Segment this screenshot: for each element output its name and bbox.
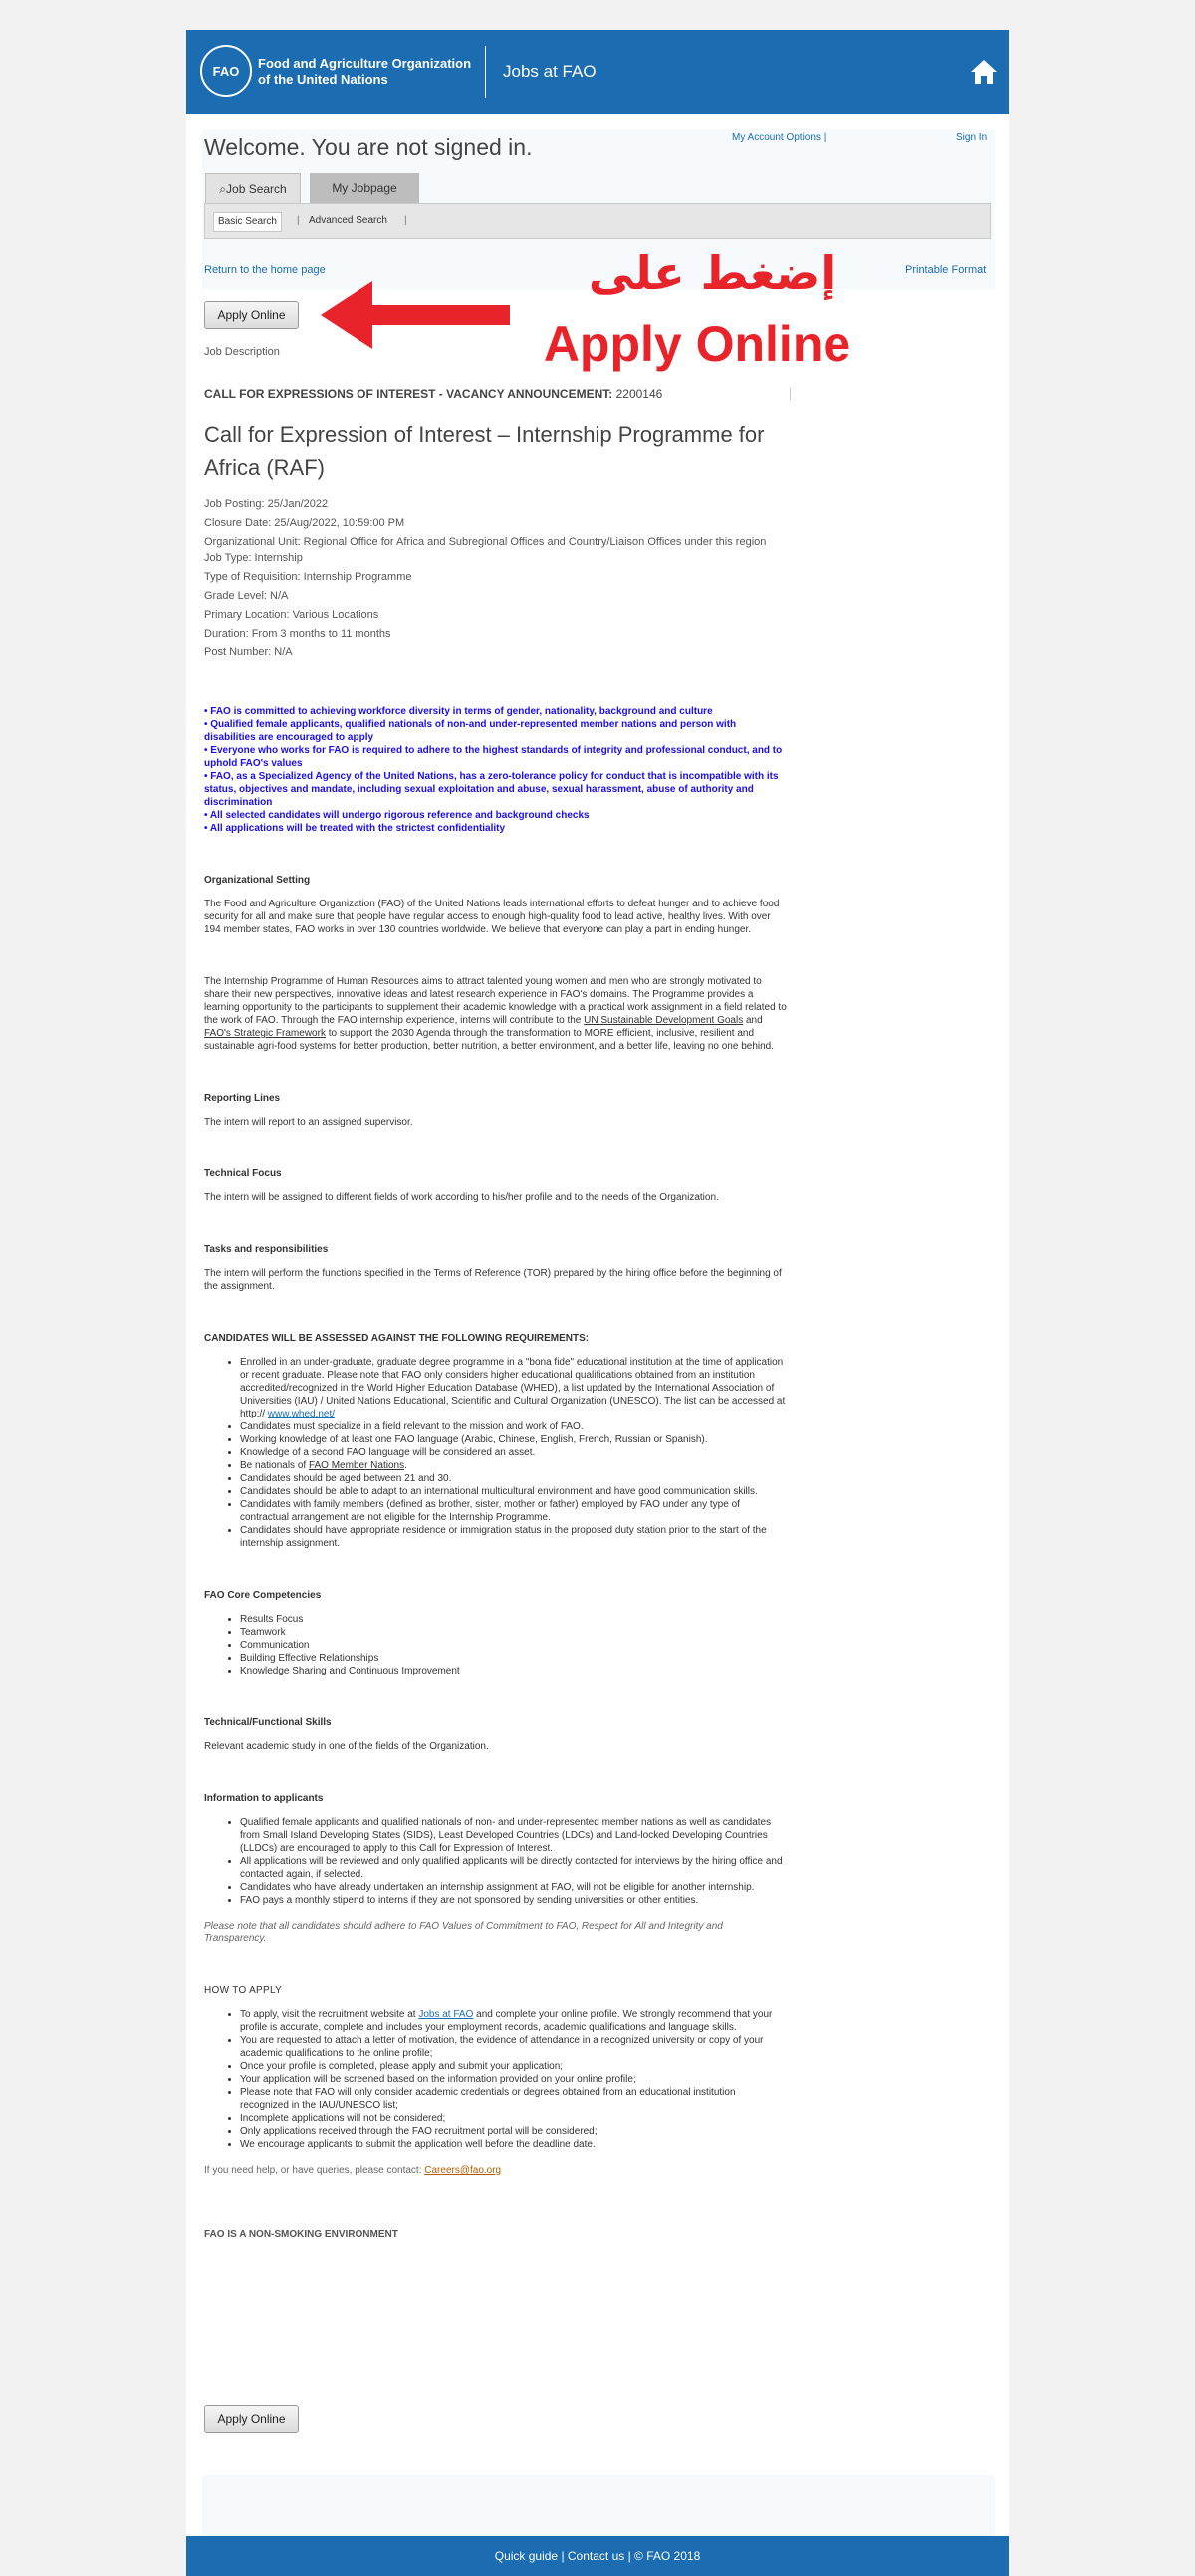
- red-arrow-annotation: [321, 279, 510, 351]
- list-item: [240, 2008, 787, 2034]
- fao-member-nations-link[interactable]: FAO Member Nations: [308, 1460, 405, 1471]
- list-item: • Knowledge Sharing and Continuous Improvement: [240, 1665, 787, 1677]
- notice-item: • FAO, as a Specialized Agency of the United Nations, has a zero-tolerance policy for conduct that is incompatible with its status, objectives and mandate, including sexual exploitation and abuse, sexual harassment, abuse of authority and discrimination: [204, 771, 779, 808]
- reporting-text: The intern will report to an assigned supervisor.: [204, 1117, 413, 1128]
- welcome-message: Welcome. You are not signed in.: [204, 134, 533, 160]
- notice-item: • All applications will be treated with the strictest confidentiality: [204, 823, 506, 834]
- org-setting-p2: [204, 975, 787, 1053]
- list-item: • Candidates who have already undertaken an internship assignment at FAO, will not be eligible for another internship.: [240, 1881, 787, 1894]
- search-subtabs: [204, 203, 991, 239]
- subtab-separator: |: [404, 215, 407, 226]
- technical-focus-text: The intern will be assigned to different fields of work according to his/her profile and to the needs of the Organization.: [204, 1192, 719, 1203]
- job-type: Job Type: Internship: [204, 552, 303, 564]
- site-header: [186, 30, 1009, 114]
- technical-focus-heading: Technical Focus: [204, 1168, 282, 1179]
- tab-job-search-label: Job Search: [226, 182, 287, 196]
- annotation-apply-online: Apply Online: [543, 316, 851, 372]
- fao-logo[interactable]: FAO: [200, 45, 252, 97]
- list-item: • You are requested to attach a letter of motivation, the evidence of attendance in a recognized university or copy of your academic qualifications to the online profile;: [240, 2034, 787, 2060]
- org-name-line2: of the United Nations: [258, 72, 388, 87]
- skills-text: Relevant academic study in one of the fields of the Organization.: [204, 1741, 489, 1752]
- list-item: • Once your profile is completed, please apply and submit your application;: [240, 2060, 787, 2073]
- column-divider: [790, 388, 791, 400]
- job-content: [204, 388, 787, 2241]
- sign-in-link[interactable]: Sign In: [956, 132, 988, 143]
- list-item-text: To apply, visit the recruitment website at: [240, 2009, 419, 2020]
- org-name-line1: Food and Agriculture Organization: [258, 56, 472, 71]
- list-item: • Knowledge of a second FAO language will be considered an asset.: [240, 1446, 787, 1459]
- search-icon: ⌕: [219, 182, 227, 196]
- post-number: Post Number: N/A: [204, 646, 293, 658]
- org-setting-heading: Organizational Setting: [204, 875, 311, 886]
- org-setting-p2-text: to support the 2030 Agenda through the transformation to MORE efficient, inclusive, resilient and sustainable agri-food systems for better production, better nutrition, a better environment, and a better life, leaving no one behind.: [204, 1028, 775, 1052]
- tab-my-jobpage[interactable]: My Jobpage: [310, 173, 419, 203]
- list-item: • Building Effective Relationships: [240, 1652, 787, 1665]
- org-unit: Organizational Unit: Regional Office for Africa and Subregional Offices and Country/Liaison Offices under this region: [204, 536, 767, 548]
- notice-item: • Qualified female applicants, qualified nationals of non-and under-represented member nations and person with disabilities are encouraged to apply: [204, 719, 737, 743]
- requirements-list: [204, 1356, 787, 1550]
- list-item: • We encourage applicants to submit the application well before the deadline date.: [240, 2138, 787, 2151]
- non-smoking-notice: FAO IS A NON-SMOKING ENVIRONMENT: [204, 2229, 398, 2240]
- site-name[interactable]: Jobs at FAO: [503, 62, 597, 81]
- requirements-heading: CANDIDATES WILL BE ASSESSED AGAINST THE FOLLOWING REQUIREMENTS:: [204, 1333, 590, 1344]
- how-to-apply-heading: HOW TO APPLY: [204, 1985, 283, 1996]
- job-meta: [204, 498, 787, 659]
- org-setting-p2-text: and: [743, 1015, 763, 1026]
- job-description-label: Job Description: [204, 346, 280, 358]
- list-item: • FAO pays a monthly stipend to interns if they are not sponsored by sending universities or other entities.: [240, 1894, 787, 1907]
- header-divider: [485, 46, 486, 98]
- list-item: • Candidates should be aged between 21 and 30.: [240, 1472, 787, 1485]
- list-item: [240, 1459, 787, 1472]
- list-item: • Working knowledge of at least one FAO language (Arabic, Chinese, English, French, Russian or Spanish).: [240, 1433, 787, 1446]
- list-item: • All applications will be reviewed and only qualified applicants will be directly contacted for interviews by the hiring office and contacted again, if selected.: [240, 1855, 787, 1881]
- values-note: Please note that all candidates should adhere to FAO Values of Commitment to FAO, Respect for All and Integrity and Transparency.: [204, 1921, 723, 1944]
- contact-line: [204, 2164, 787, 2177]
- list-item-text: Be nationals of: [240, 1460, 309, 1471]
- return-home-link[interactable]: Return to the home page: [204, 264, 326, 276]
- contact-text: If you need help, or have queries, please contact:: [204, 2165, 425, 2176]
- requisition-type: Type of Requisition: Internship Programme: [204, 571, 412, 583]
- annotation-arabic: إضغط على: [588, 246, 836, 300]
- job-posting: Job Posting: 25/Jan/2022: [204, 498, 329, 510]
- careers-email-link[interactable]: Careers@fao.org: [424, 2165, 502, 2176]
- skills-heading: Technical/Functional Skills: [204, 1717, 332, 1728]
- notice-item: • FAO is committed to achieving workforce diversity in terms of gender, nationality, background and culture: [204, 706, 713, 717]
- list-item: • Candidates with family members (defined as brother, sister, mother or father) employed by FAO under any type of contractual arrangement are not eligible for the Internship Programme.: [240, 1498, 787, 1524]
- list-item: [240, 1356, 787, 1420]
- list-item: • Candidates should have appropriate residence or immigration status in the proposed duty station prior to the start of the internship assignment.: [240, 1524, 787, 1550]
- advanced-search-tab[interactable]: Advanced Search: [309, 215, 387, 226]
- vacancy-number: 2200146: [615, 387, 663, 401]
- primary-location: Primary Location: Various Locations: [204, 609, 379, 621]
- org-setting-p1: The Food and Agriculture Organization (FAO) of the United Nations leads international efforts to defeat hunger and to achieve food security for all and make sure that people have regular access to enough high-quality food to lead active, healthy lives. With over 194 member states, FAO works in over 130 countries worldwide. We believe that everyone can play a part in ending hunger.: [204, 899, 780, 935]
- list-item: • Results Focus: [240, 1613, 787, 1626]
- grade-level: Grade Level: N/A: [204, 590, 289, 602]
- tasks-heading: Tasks and responsibilities: [204, 1244, 329, 1255]
- list-item-text: Enrolled in an under-graduate, graduate degree programme in a "bona fide" educational institution at the time of application or recent graduate. Please note that FAO only considers higher educational qualifications obtained from an institution accredited/recognized in the World Higher Education Database (WHED), a list updated by the International Association of Universities (IAU) / United Nations Educational, Scientific and Cultural Organization (UNESCO). The list can be accessed at http://: [240, 1357, 786, 1419]
- un-sdg-link[interactable]: UN Sustainable Development Goals: [584, 1015, 744, 1026]
- list-item: • Only applications received through the FAO recruitment portal will be considered;: [240, 2125, 787, 2138]
- list-item: • Candidates should be able to adapt to an international multicultural environment and have good communication skills.: [240, 1485, 787, 1498]
- info-heading: Information to applicants: [204, 1793, 324, 1804]
- list-item: • Your application will be screened based on the information provided on your online profile;: [240, 2073, 787, 2086]
- vacancy-label: CALL FOR EXPRESSIONS OF INTEREST - VACANCY ANNOUNCEMENT:: [204, 387, 613, 401]
- list-item: • Please note that FAO will only consider academic credentials or degrees obtained from an educational institution recognized in the IAU/UNESCO list;: [240, 2086, 787, 2112]
- printable-format-link[interactable]: Printable Format: [905, 264, 987, 276]
- list-item: • Teamwork: [240, 1626, 787, 1639]
- info-list: [204, 1816, 787, 1907]
- list-item-text: and complete your online profile. We strongly recommend that your profile is accurate, complete and includes your employment records, academic qualifications and language skills.: [240, 2009, 773, 2033]
- vacancy-announcement: [204, 388, 787, 401]
- notice-item: • All selected candidates will undergo rigorous reference and background checks: [204, 810, 590, 821]
- duration: Duration: From 3 months to 11 months: [204, 628, 391, 640]
- bottom-panel: [202, 2475, 995, 2545]
- list-item: • Incomplete applications will not be considered;: [240, 2112, 787, 2125]
- list-item: • Qualified female applicants and qualified nationals of non- and under-represented member nations as well as candidates from Small Island Developing States (SIDS), Least Developed Countries (LDCs) and Land-locked Developing Countries (LLDCs) are encouraged to apply to this Call for Expression of Interest.: [240, 1816, 787, 1855]
- job-title: Call for Expression of Interest – Internship Programme for Africa (RAF): [204, 422, 765, 480]
- how-to-apply-list: [204, 2008, 787, 2151]
- my-account-options-link[interactable]: My Account Options |: [732, 132, 827, 143]
- fao-strategic-framework-link[interactable]: FAO's Strategic Framework: [204, 1028, 326, 1039]
- apply-online-button[interactable]: Apply Online: [204, 301, 299, 329]
- list-item-text: .: [404, 1460, 407, 1471]
- home-icon[interactable]: [969, 58, 999, 86]
- subtab-separator: |: [297, 215, 300, 226]
- org-setting-p2-text: The Internship Programme of Human Resources aims to attract talented young women and men who are strongly motivated to share their new perspectives, innovative ideas and latest research experience in FAO's domains. The Programme provides a learning opportunity to the participants to supplement their academic knowledge with a practical work assignment in a field related to the work of FAO. Through the FAO internship experience, interns will contribute to the: [204, 976, 787, 1026]
- tab-job-search[interactable]: [205, 173, 301, 203]
- apply-online-button-bottom[interactable]: Apply Online: [204, 2405, 299, 2433]
- jobs-at-fao-link[interactable]: Jobs at FAO: [418, 2009, 474, 2020]
- diversity-notices: [204, 705, 787, 835]
- closure-date: Closure Date: 25/Aug/2022, 10:59:00 PM: [204, 517, 405, 529]
- site-footer[interactable]: Quick guide | Contact us | © FAO 2018: [186, 2536, 1009, 2576]
- competencies-list: [204, 1613, 787, 1677]
- list-item: • Candidates must specialize in a field relevant to the mission and work of FAO.: [240, 1420, 787, 1433]
- whed-link[interactable]: www.whed.net/: [267, 1409, 336, 1419]
- tasks-text: The intern will perform the functions specified in the Terms of Reference (TOR) prepared by the hiring office before the beginning of the assignment.: [204, 1268, 782, 1292]
- org-name: [258, 56, 487, 88]
- competencies-heading: FAO Core Competencies: [204, 1590, 322, 1601]
- notice-item: • Everyone who works for FAO is required to adhere to the highest standards of integrity and professional conduct, and to uphold FAO's values: [204, 745, 783, 769]
- list-item: • Communication: [240, 1639, 787, 1652]
- basic-search-tab[interactable]: Basic Search: [213, 212, 282, 232]
- reporting-heading: Reporting Lines: [204, 1093, 281, 1104]
